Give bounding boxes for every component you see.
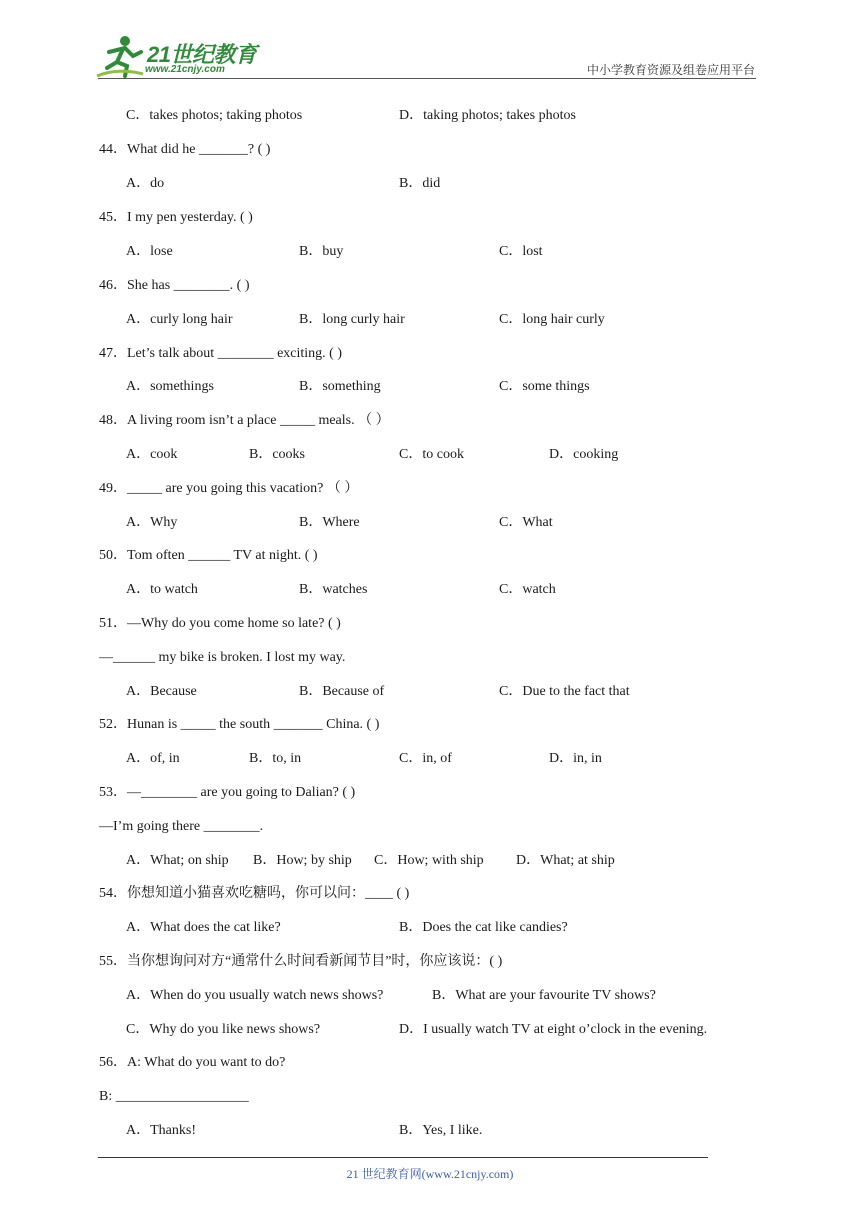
answer-option: B．watches xyxy=(299,582,368,597)
runner-logo-icon xyxy=(95,34,145,80)
answer-option: D．I usually watch TV at eight o’clock in the evening. xyxy=(399,1022,708,1037)
question-text: 45．I my pen yesterday. ( ) xyxy=(99,210,253,225)
answer-option: A．What does the cat like? xyxy=(126,920,281,935)
answer-option: D．cooking xyxy=(549,447,619,462)
answer-option: B．Yes, I like. xyxy=(399,1123,483,1138)
page-header xyxy=(0,0,860,90)
logo-url: www.21cnjy.com xyxy=(145,64,225,75)
answer-option: C．Why do you like news shows? xyxy=(126,1022,321,1037)
answer-option: A．What; on ship xyxy=(126,853,229,868)
platform-name: 中小学教育资源及组卷应用平台 xyxy=(586,63,755,77)
question-text: 50．Tom often ______ TV at night. ( ) xyxy=(99,548,318,563)
question-text: 46．She has ________. ( ) xyxy=(99,278,250,293)
answer-option: A．of, in xyxy=(126,751,180,766)
answer-option: A．Why xyxy=(126,515,178,530)
answer-option: C．to cook xyxy=(399,447,464,462)
answer-option: B．long curly hair xyxy=(299,312,405,327)
answer-option: B．Because of xyxy=(299,684,385,699)
question-text: 56．A: What do you want to do? xyxy=(99,1055,286,1070)
answer-option: B．to, in xyxy=(249,751,302,766)
answer-option: C．Due to the fact that xyxy=(499,684,630,699)
footer-divider xyxy=(98,1157,708,1158)
question-text: 51．—Why do you come home so late? ( ) xyxy=(99,616,341,631)
answer-option: A．When do you usually watch news shows? xyxy=(126,988,384,1003)
logo-text: 21世纪教育 xyxy=(147,42,257,67)
answer-option: A．do xyxy=(126,176,165,191)
answer-option: C．lost xyxy=(499,244,543,259)
answer-option: B．Where xyxy=(299,515,360,530)
answer-option: C．long hair curly xyxy=(499,312,605,327)
answer-option: B．What are your favourite TV shows? xyxy=(432,988,656,1003)
question-text: 47．Let’s talk about ________ exciting. ( ) xyxy=(99,346,343,361)
question-text: 48．A living room isn’t a place _____ meals. （ ） xyxy=(99,413,390,428)
answer-option: B．cooks xyxy=(249,447,305,462)
answer-option: C．some things xyxy=(499,379,590,394)
question-text: 55．当你想询问对方“通常什么时间看新闻节目”时，你应该说：( ) xyxy=(99,954,503,969)
answer-option: C．in, of xyxy=(399,751,452,766)
answer-option: C．takes photos; taking photos xyxy=(126,108,303,123)
header-divider xyxy=(98,78,756,79)
question-text: —I’m going there ________. xyxy=(99,819,264,834)
answer-option: B．buy xyxy=(299,244,344,259)
answer-option: A．curly long hair xyxy=(126,312,233,327)
footer-link[interactable]: 21 世纪教育网(www.21cnjy.com) xyxy=(346,1167,514,1181)
answer-option: C．watch xyxy=(499,582,556,597)
question-text: 49．_____ are you going this vacation? （ ） xyxy=(99,481,359,496)
answer-option: D．in, in xyxy=(549,751,602,766)
question-text: 52．Hunan is _____ the south _______ China. ( ) xyxy=(99,717,380,732)
answer-option: B．Does the cat like candies? xyxy=(399,920,568,935)
answer-option: A．Because xyxy=(126,684,197,699)
question-text: —______ my bike is broken. I lost my way. xyxy=(99,650,346,665)
answer-option: A．to watch xyxy=(126,582,198,597)
question-text: B: ___________________ xyxy=(99,1089,249,1104)
answer-option: C．What xyxy=(499,515,553,530)
answer-option: B．How; by ship xyxy=(253,853,352,868)
answer-option: D．What; at ship xyxy=(516,853,615,868)
answer-option: A．Thanks! xyxy=(126,1123,196,1138)
answer-option: A．cook xyxy=(126,447,178,462)
answer-option: B．something xyxy=(299,379,381,394)
answer-option: C．How; with ship xyxy=(374,853,484,868)
question-text: 54．你想知道小猫喜欢吃糖吗，你可以问：____ ( ) xyxy=(99,886,410,901)
question-text: 53．—________ are you going to Dalian? ( ) xyxy=(99,785,356,800)
answer-option: A．somethings xyxy=(126,379,214,394)
answer-option: B．did xyxy=(399,176,441,191)
question-text: 44．What did he _______? ( ) xyxy=(99,142,271,157)
site-logo xyxy=(95,34,265,80)
answer-option: D．taking photos; takes photos xyxy=(399,108,576,123)
answer-option: A．lose xyxy=(126,244,173,259)
